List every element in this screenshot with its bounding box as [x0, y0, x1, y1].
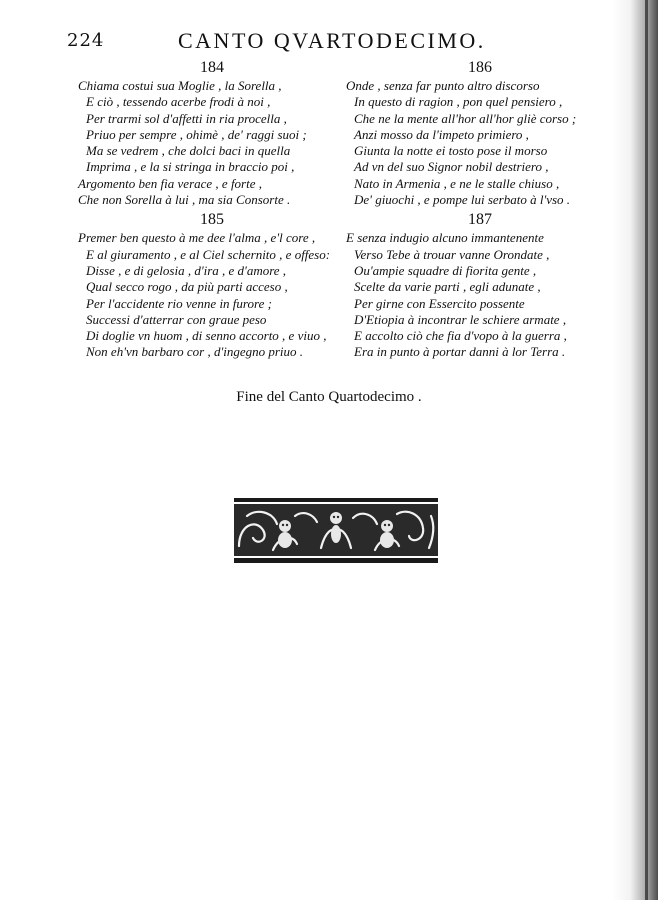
verse-line: Scelte da varie parti , egli adunate ,	[354, 279, 541, 295]
verse-line: Argomento ben fia verace , e forte ,	[78, 175, 262, 191]
stanza-number: 186	[468, 59, 492, 76]
verse-line: Che non Sorella à lui , ma sia Consorte .	[78, 192, 291, 208]
verse-line: Non eh'vn barbaro cor , d'ingegno priuo .	[86, 344, 304, 360]
stanza-187	[346, 210, 614, 360]
canto-end-note	[0, 386, 658, 406]
stanza-184	[78, 58, 346, 208]
verse-line: Ad vn del suo Signor nobil destriero ,	[354, 159, 549, 175]
verse-line: De' giuochi , e pompe lui serbato à l'vso .	[354, 192, 571, 208]
verse-line: Premer ben questo à me dee l'alma , e'l core ,	[78, 230, 316, 246]
verse-line: Chiama costui sua Moglie , la Sorella ,	[78, 78, 282, 93]
verse-line: Disse , e di gelosia , d'ira , e d'amore ,	[86, 262, 287, 278]
verse-line: Verso Tebe à trouar vanne Orondate ,	[354, 246, 550, 262]
verse-line: Qual secco rogo , da più parti acceso ,	[86, 279, 288, 295]
verse-line: D'Etiopia à incontrar le schiere armate ,	[354, 311, 567, 327]
binding-gutter-shadow	[612, 0, 658, 900]
verse-line: Onde , senza far punto altro discorso	[346, 78, 540, 93]
stanza-number: 185	[200, 211, 224, 229]
verse-line: Per l'accidente rio venne in furore ;	[86, 295, 272, 311]
binding-edge	[645, 0, 648, 900]
verse-line: E accolto ciò che fia d'vopo à la guerra ,	[354, 328, 567, 344]
verse-line: Per girne con Essercito possente	[354, 295, 525, 311]
running-title: CANTO QVARTODECIMO.	[178, 28, 486, 53]
verse-line: Giunta la notte ei tosto pose il morso	[354, 143, 548, 159]
verse-line: Per trarmi sol d'affetti in ria procella ,	[86, 110, 287, 126]
verse-line: Successi d'atterrar con graue peso	[86, 311, 267, 327]
verse-line: E senza indugio alcuno immantenente	[346, 230, 544, 246]
right-column	[346, 58, 614, 361]
stanza-185	[78, 210, 346, 360]
verse-line: Priuo per sempre , ohimè , de' raggi suoi ;	[86, 126, 307, 142]
page-number: 224	[67, 30, 105, 51]
verse-line: Anzi mosso da l'impeto primiero ,	[354, 126, 529, 142]
stanza-186	[346, 58, 614, 208]
verse-line: Ma se vedrem , che dolci baci in quella	[86, 143, 291, 159]
verse-line: Che ne la mente all'hor all'hor gliè corso ;	[354, 110, 577, 126]
woodcut-ornament	[233, 496, 439, 564]
verse-line: Di doglie vn huom , di senno accorto , e viuo ,	[86, 328, 327, 344]
page-header	[0, 20, 620, 60]
verse-line: Ou'ampie squadre di fiorita gente ,	[354, 262, 537, 278]
stanza-number: 184	[200, 59, 224, 76]
finis-text: Fine del Canto Quartodecimo .	[236, 389, 422, 405]
verse-line: Nato in Armenia , e ne le stalle chiuso ,	[354, 175, 560, 191]
verse-line: E al giuramento , e al Ciel schernito , e offeso:	[86, 246, 331, 262]
stanza-number: 187	[468, 211, 492, 229]
verse-line: Imprima , e la si stringa in braccio poi ,	[86, 159, 295, 175]
verse-line: In questo di ragion , pon quel pensiero ,	[354, 94, 563, 110]
left-column	[78, 58, 346, 361]
verse-line: Era in punto à portar danni à lor Terra .	[354, 344, 566, 360]
verse-line: E ciò , tessendo acerbe frodi à noi ,	[86, 94, 271, 110]
